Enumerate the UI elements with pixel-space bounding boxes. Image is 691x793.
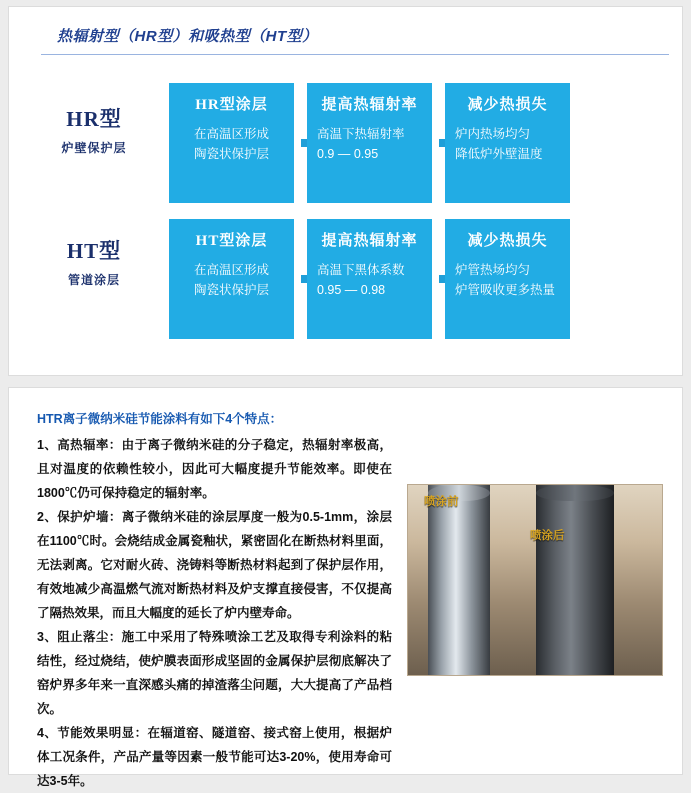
features-heading: HTR离子微纳米硅节能涂料有如下4个特点： — [37, 412, 283, 426]
ht-box-coating-line-1: 在高温区形成 — [193, 263, 269, 277]
feature-paragraph-1: 1、高热辐率：由于离子微纳米硅的分子稳定，热辐射率极高，且对温度的依赖性较小，因此可大幅度提升节能效率。即使在1800℃仍可保持稳定的辐射率。 — [37, 438, 392, 500]
hr-box-emissivity-title: 提高热辐射率 — [321, 97, 418, 113]
photo-label-after: 喷涂后 — [530, 530, 565, 542]
ht-box-emissivity-line-1: 高温下黑体系数 — [317, 263, 405, 277]
feature-paragraph-4: 4、节能效果明显：在辐道窑、隧道窑、接式窑上使用，根据炉体工况条件，产品产量等因素一般节能可达3-20%，使用寿命可达3-5年。 — [37, 726, 392, 788]
ht-box-heatloss-line-1: 炉管热场均匀 — [455, 263, 531, 277]
hr-box-emissivity — [307, 83, 432, 203]
row-label-hr-main: HR型 — [66, 107, 122, 131]
hr-box-heatloss — [445, 83, 570, 203]
pipe-after-cap — [536, 485, 614, 501]
row-label-hr-sub: 炉壁保护层 — [61, 141, 127, 155]
title-divider — [41, 54, 669, 55]
pipe-before-coating — [428, 484, 490, 676]
row-label-ht — [39, 235, 149, 288]
diagram-panel — [8, 6, 683, 376]
ht-box-emissivity — [307, 219, 432, 339]
hr-box-heatloss-line-2: 降低炉外壁温度 — [455, 147, 543, 161]
ht-box-emissivity-title: 提高热辐射率 — [321, 233, 418, 249]
ht-box-coating-title: HT型涂层 — [195, 233, 268, 249]
ht-box-heatloss-title: 减少热损失 — [467, 233, 548, 249]
hr-box-emissivity-line-2: 0.9 — 0.95 — [317, 147, 379, 161]
feature-paragraph-2: 2、保护炉墙：离子微纳米硅的涂层厚度一般为0.5-1mm，涂层在1100℃时。会烧结成金属瓷釉状，紧密固化在断热材料里面，无法剥离。它对耐火砖、浇铸料等断热材料起到了保护层作用，有效地减少高温燃气流对断热材料及炉支撑直接侵害，不仅提高了隔热效果，而且大幅度的延长了炉内壁寿命。 — [37, 510, 392, 620]
feature-paragraph-3: 3、阻止落尘：施工中采用了特殊喷涂工艺及取得专利涂料的粘结性，经过烧结，使炉膜表面形成坚固的金属保护层彻底解决了窑炉界多年来一直深感头痛的掉渣落尘问题，大大提高了产品档次。 — [37, 630, 392, 716]
features-text — [37, 433, 392, 793]
hr-box-coating-title: HR型涂层 — [195, 97, 268, 113]
row-label-hr — [39, 103, 149, 156]
ht-box-heatloss — [445, 219, 570, 339]
hr-box-coating — [169, 83, 294, 203]
hr-box-heatloss-line-1: 炉内热场均匀 — [455, 127, 531, 141]
page-title: 热辐射型（HR型）和吸热型（HT型） — [57, 28, 318, 45]
ht-box-emissivity-line-2: 0.95 — 0.98 — [317, 283, 386, 297]
pipe-after-coating — [536, 484, 614, 676]
hr-box-coating-line-2: 陶瓷状保护层 — [193, 147, 269, 161]
hr-box-coating-line-1: 在高温区形成 — [193, 127, 269, 141]
row-label-ht-main: HT型 — [66, 239, 122, 263]
hr-box-heatloss-title: 减少热损失 — [467, 97, 548, 113]
photo-label-before: 喷涂前 — [424, 496, 459, 508]
features-panel — [8, 387, 683, 788]
ht-box-heatloss-line-2: 炉管吸收更多热量 — [455, 283, 556, 297]
row-label-ht-sub: 管道涂层 — [67, 273, 120, 287]
hr-box-emissivity-line-1: 高温下热辐射率 — [317, 127, 405, 141]
ht-box-coating — [169, 219, 294, 339]
comparison-photo — [407, 484, 663, 676]
ht-box-coating-line-2: 陶瓷状保护层 — [193, 283, 269, 297]
